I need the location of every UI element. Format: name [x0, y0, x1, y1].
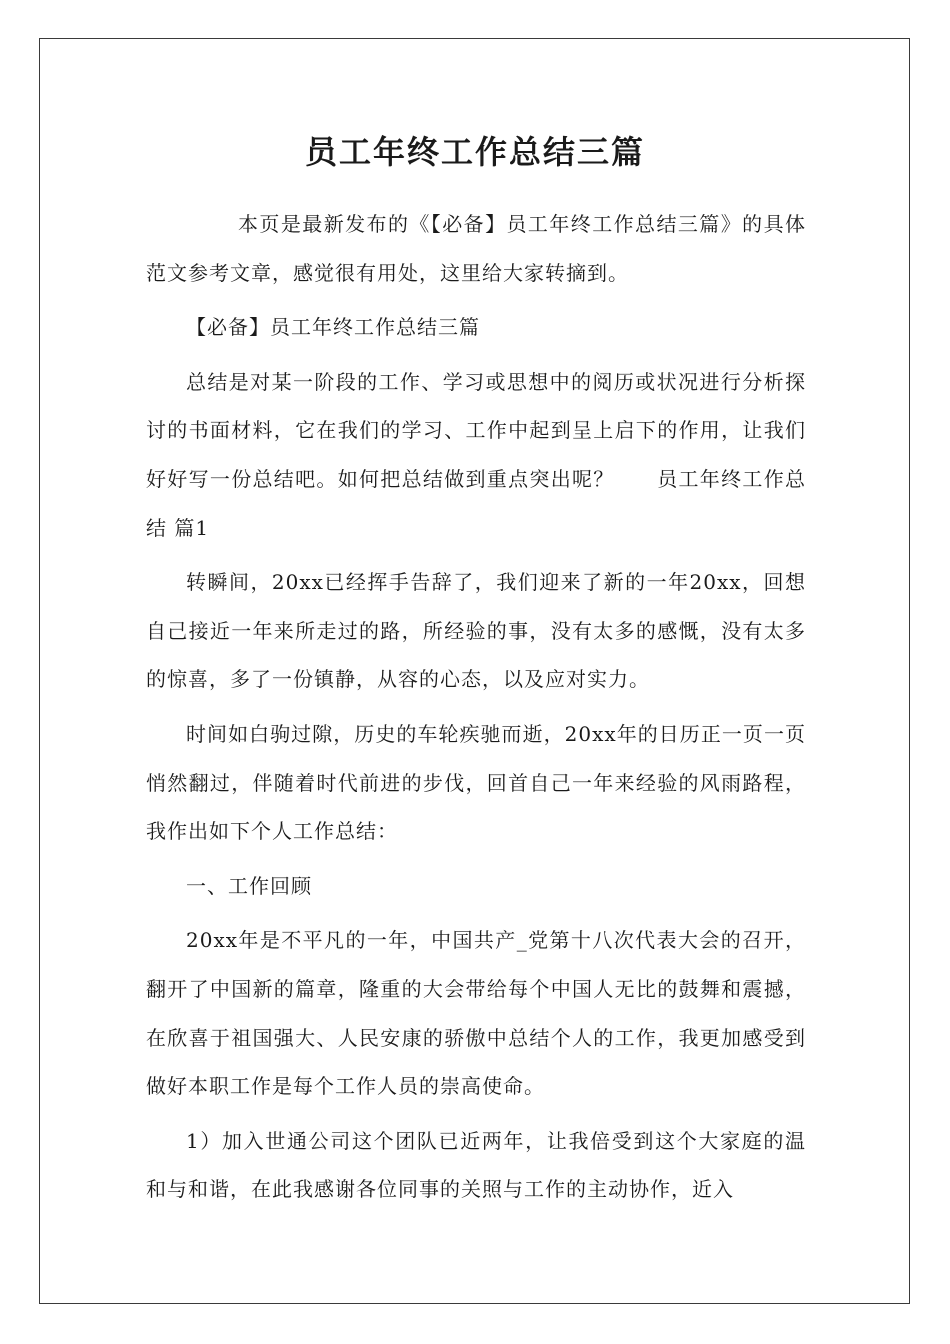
paragraph-year-reflection: 转瞬间，20xx已经挥手告辞了，我们迎来了新的一年20xx，回想自己接近一年来所走过的路，所经验的事，没有太多的感慨，没有太多的惊喜，多了一份镇静，从容的心态，以及应对实力。	[146, 570, 806, 692]
section-heading-work-review: 一、工作回顾	[186, 873, 312, 898]
paragraph-subtitle: 【必备】员工年终工作总结三篇	[186, 315, 480, 340]
paragraph-intro: 本页是最新发布的《【必备】员工年终工作总结三篇》的具体范文参考文章，感觉很有用处，这里给大家转摘到。	[146, 212, 806, 285]
paragraph-summary-definition: 总结是对某一阶段的工作、学习或思想中的阅历或状况进行分析探讨的书面材料，它在我们的学习、工作中起到呈上启下的作用，让我们好好写一份总结吧。如何把总结做到重点突出呢？ 员工年终工作总结 篇1	[146, 369, 806, 540]
paragraph-time-passing: 时间如白驹过隙，历史的车轮疾驰而逝，20xx年的日历正一页一页悄然翻过，伴随着时代前进的步伐，回首自己一年来经验的风雨路程，我作出如下个人工作总结：	[146, 721, 806, 844]
document-body	[146, 200, 806, 1220]
paragraph-item-1: 1）加入世通公司这个团队已近两年，让我倍受到这个大家庭的温和与和谐，在此我感谢各位同事的关照与工作的主动协作，近入	[146, 1128, 806, 1202]
paragraph-extraordinary-year: 20xx年是不平凡的一年，中国共产_党第十八次代表大会的召开，翻开了中国新的篇章，隆重的大会带给每个中国人无比的鼓舞和震撼，在欣喜于祖国强大、人民安康的骄傲中总结个人的工作，我更加感受到做好本职工作是每个工作人员的崇高使命。	[146, 928, 806, 1099]
document-title: 员工年终工作总结三篇	[304, 133, 645, 171]
